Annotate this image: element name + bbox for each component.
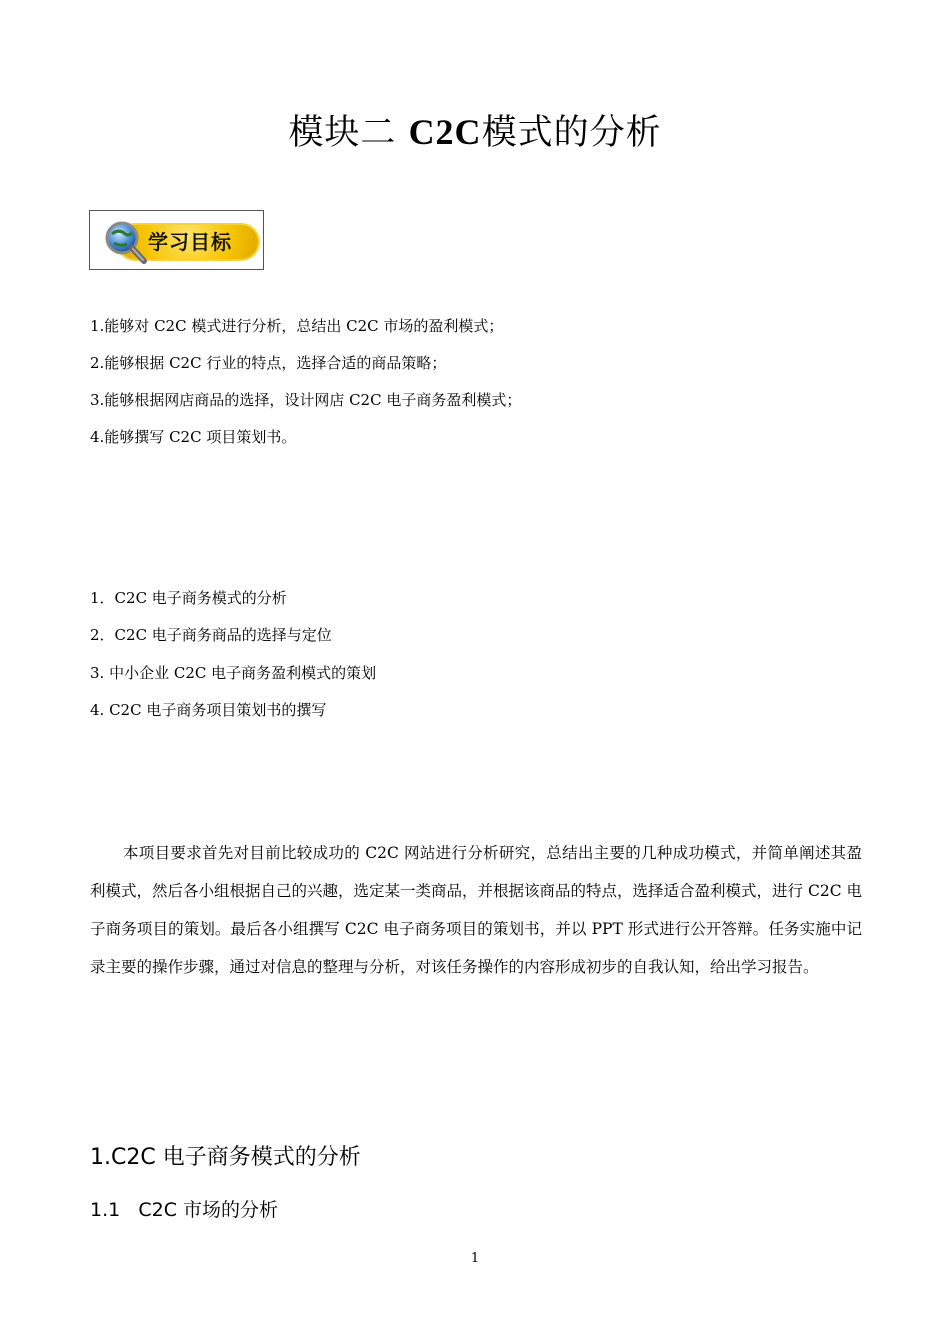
learning-objectives-badge — [89, 210, 264, 270]
magnifier-globe-icon — [100, 217, 150, 267]
title-suffix: 模式的分析 — [481, 113, 662, 153]
task-item-1: 1．C2C 电子商务模式的分析 — [90, 589, 287, 607]
page-number: 1 — [470, 1251, 480, 1266]
section-heading: 1.C2C 电子商务模式的分析 — [90, 1145, 361, 1170]
title-prefix: 模块二 — [288, 113, 409, 153]
objective-item-4: 4.能够撰写 C2C 项目策划书。 — [90, 428, 297, 446]
task-item-3: 3. 中小企业 C2C 电子商务盈利模式的策划 — [90, 664, 377, 682]
subsection-heading: 1.1 C2C 市场的分析 — [90, 1199, 278, 1221]
objective-item-2: 2.能够根据 C2C 行业的特点，选择合适的商品策略； — [90, 354, 447, 372]
task-item-2: 2．C2C 电子商务商品的选择与定位 — [90, 626, 332, 644]
title-bold: C2C — [408, 112, 482, 152]
objective-item-1: 1.能够对 C2C 模式进行分析，总结出 C2C 市场的盈利模式； — [90, 317, 504, 335]
page-title — [0, 108, 950, 157]
badge-label: 学习目标 — [148, 230, 232, 254]
objective-item-3: 3.能够根据网店商品的选择，设计网店 C2C 电子商务盈利模式； — [90, 391, 522, 409]
task-item-4: 4. C2C 电子商务项目策划书的撰写 — [90, 701, 327, 719]
project-description: 本项目要求首先对目前比较成功的 C2C 网站进行分析研究，总结出主要的几种成功模式，并简单阐述其盈利模式，然后各小组根据自己的兴趣，选定某一类商品，并根据该商品的特点，选择适合盈利模式，进行 C2C 电子商务项目的策划。最后各小组撰写 C2C 电子商务项目的策划书，并以 PPT 形式进行公开答辩。任务实施中记录主要的操作步骤，通过对信息的整理与分析，对该任务操作的内容形成初步的自我认知，给出学习报告。 — [90, 844, 862, 976]
